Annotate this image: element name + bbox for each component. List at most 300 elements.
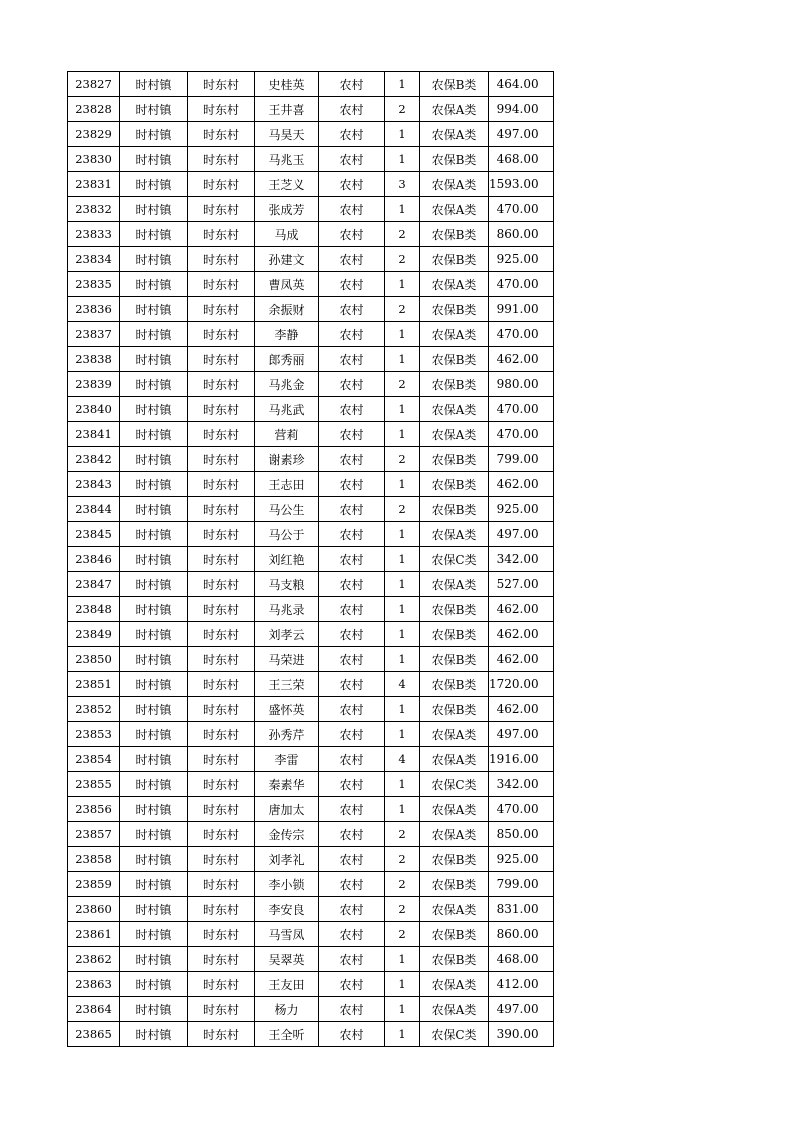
cell-category: 农保B类 [420,247,489,272]
cell-household-type: 农村 [319,422,385,447]
cell-category: 农保A类 [420,822,489,847]
table-row [68,147,554,172]
cell-township: 时村镇 [120,397,188,422]
cell-person-count: 2 [385,447,420,472]
cell-serial-number: 23841 [68,422,120,447]
table-row [68,822,554,847]
cell-serial-number: 23849 [68,622,120,647]
table-row [68,372,554,397]
cell-household-type: 农村 [319,72,385,97]
cell-amount: 497.00 [489,722,554,747]
cell-name: 秦素华 [255,772,319,797]
cell-amount: 462.00 [489,622,554,647]
cell-amount: 462.00 [489,472,554,497]
cell-amount: 470.00 [489,197,554,222]
cell-person-count: 1 [385,347,420,372]
cell-serial-number: 23832 [68,197,120,222]
cell-person-count: 1 [385,722,420,747]
cell-village: 时东村 [188,197,255,222]
cell-household-type: 农村 [319,622,385,647]
cell-name: 曹凤英 [255,272,319,297]
cell-name: 马兆录 [255,597,319,622]
cell-village: 时东村 [188,372,255,397]
table-row [68,697,554,722]
cell-amount: 994.00 [489,97,554,122]
cell-category: 农保B类 [420,872,489,897]
cell-category: 农保A类 [420,722,489,747]
cell-township: 时村镇 [120,147,188,172]
cell-township: 时村镇 [120,1022,188,1047]
cell-person-count: 1 [385,272,420,297]
cell-village: 时东村 [188,322,255,347]
cell-amount: 991.00 [489,297,554,322]
cell-village: 时东村 [188,222,255,247]
cell-person-count: 1 [385,322,420,347]
cell-person-count: 1 [385,1022,420,1047]
cell-township: 时村镇 [120,522,188,547]
cell-amount: 980.00 [489,372,554,397]
cell-township: 时村镇 [120,672,188,697]
cell-name: 马兆玉 [255,147,319,172]
cell-village: 时东村 [188,897,255,922]
cell-name: 刘孝礼 [255,847,319,872]
cell-household-type: 农村 [319,772,385,797]
cell-household-type: 农村 [319,347,385,372]
cell-person-count: 1 [385,647,420,672]
table-row [68,547,554,572]
cell-serial-number: 23853 [68,722,120,747]
cell-name: 马昊天 [255,122,319,147]
cell-household-type: 农村 [319,322,385,347]
cell-amount: 390.00 [489,1022,554,1047]
table-body [68,72,554,1047]
cell-amount: 925.00 [489,247,554,272]
cell-amount: 468.00 [489,947,554,972]
cell-category: 农保A类 [420,997,489,1022]
table-row [68,597,554,622]
cell-person-count: 2 [385,372,420,397]
cell-amount: 497.00 [489,522,554,547]
table-row [68,972,554,997]
cell-township: 时村镇 [120,572,188,597]
cell-village: 时东村 [188,597,255,622]
cell-village: 时东村 [188,397,255,422]
cell-township: 时村镇 [120,497,188,522]
cell-name: 杨力 [255,997,319,1022]
table-row [68,97,554,122]
cell-village: 时东村 [188,872,255,897]
cell-village: 时东村 [188,547,255,572]
table-row [68,722,554,747]
cell-serial-number: 23858 [68,847,120,872]
table-row [68,522,554,547]
cell-amount: 464.00 [489,72,554,97]
cell-person-count: 2 [385,497,420,522]
cell-amount: 462.00 [489,697,554,722]
table-row [68,322,554,347]
cell-person-count: 1 [385,522,420,547]
cell-serial-number: 23827 [68,72,120,97]
cell-township: 时村镇 [120,922,188,947]
cell-name: 李小锁 [255,872,319,897]
cell-person-count: 1 [385,147,420,172]
cell-category: 农保B类 [420,497,489,522]
cell-household-type: 农村 [319,447,385,472]
cell-person-count: 2 [385,822,420,847]
cell-person-count: 1 [385,197,420,222]
cell-township: 时村镇 [120,972,188,997]
cell-serial-number: 23836 [68,297,120,322]
cell-village: 时东村 [188,722,255,747]
cell-village: 时东村 [188,747,255,772]
cell-name: 马雪凤 [255,922,319,947]
cell-category: 农保C类 [420,1022,489,1047]
table-row [68,122,554,147]
cell-household-type: 农村 [319,972,385,997]
cell-amount: 462.00 [489,347,554,372]
cell-township: 时村镇 [120,697,188,722]
cell-household-type: 农村 [319,297,385,322]
cell-township: 时村镇 [120,747,188,772]
cell-amount: 925.00 [489,847,554,872]
cell-name: 吴翠英 [255,947,319,972]
cell-village: 时东村 [188,72,255,97]
cell-village: 时东村 [188,972,255,997]
cell-amount: 799.00 [489,447,554,472]
cell-category: 农保A类 [420,972,489,997]
cell-person-count: 2 [385,222,420,247]
cell-village: 时东村 [188,1022,255,1047]
cell-serial-number: 23851 [68,672,120,697]
cell-household-type: 农村 [319,747,385,772]
cell-category: 农保B类 [420,597,489,622]
cell-amount: 925.00 [489,497,554,522]
cell-name: 李雷 [255,747,319,772]
cell-amount: 470.00 [489,422,554,447]
cell-serial-number: 23830 [68,147,120,172]
cell-person-count: 1 [385,572,420,597]
cell-person-count: 1 [385,947,420,972]
cell-category: 农保A类 [420,97,489,122]
cell-category: 农保B类 [420,372,489,397]
cell-household-type: 农村 [319,922,385,947]
cell-serial-number: 23855 [68,772,120,797]
cell-household-type: 农村 [319,647,385,672]
cell-name: 张成芳 [255,197,319,222]
cell-name: 唐加太 [255,797,319,822]
cell-person-count: 2 [385,247,420,272]
table-row [68,272,554,297]
cell-household-type: 农村 [319,597,385,622]
table-row [68,647,554,672]
cell-name: 马成 [255,222,319,247]
cell-person-count: 1 [385,122,420,147]
cell-township: 时村镇 [120,172,188,197]
cell-amount: 462.00 [489,647,554,672]
cell-village: 时东村 [188,697,255,722]
cell-category: 农保C类 [420,547,489,572]
cell-serial-number: 23850 [68,647,120,672]
cell-name: 马兆金 [255,372,319,397]
cell-person-count: 1 [385,422,420,447]
cell-serial-number: 23838 [68,347,120,372]
cell-serial-number: 23860 [68,897,120,922]
table-row [68,422,554,447]
cell-village: 时东村 [188,422,255,447]
cell-category: 农保A类 [420,322,489,347]
table-row [68,197,554,222]
cell-serial-number: 23864 [68,997,120,1022]
table-row [68,1022,554,1047]
cell-person-count: 1 [385,972,420,997]
cell-serial-number: 23862 [68,947,120,972]
cell-township: 时村镇 [120,422,188,447]
cell-township: 时村镇 [120,322,188,347]
cell-serial-number: 23861 [68,922,120,947]
table-row [68,472,554,497]
cell-category: 农保A类 [420,172,489,197]
cell-serial-number: 23828 [68,97,120,122]
table-row [68,222,554,247]
cell-household-type: 农村 [319,522,385,547]
cell-village: 时东村 [188,822,255,847]
cell-name: 马公于 [255,522,319,547]
cell-township: 时村镇 [120,997,188,1022]
cell-amount: 468.00 [489,147,554,172]
table-row [68,747,554,772]
cell-serial-number: 23831 [68,172,120,197]
cell-category: 农保B类 [420,672,489,697]
cell-amount: 1593.00 [489,172,554,197]
cell-township: 时村镇 [120,347,188,372]
cell-name: 李安良 [255,897,319,922]
cell-category: 农保B类 [420,447,489,472]
cell-name: 刘孝云 [255,622,319,647]
cell-serial-number: 23837 [68,322,120,347]
cell-household-type: 农村 [319,497,385,522]
cell-serial-number: 23834 [68,247,120,272]
cell-person-count: 2 [385,97,420,122]
cell-name: 刘红艳 [255,547,319,572]
cell-serial-number: 23843 [68,472,120,497]
cell-household-type: 农村 [319,872,385,897]
cell-category: 农保A类 [420,197,489,222]
cell-township: 时村镇 [120,272,188,297]
cell-serial-number: 23854 [68,747,120,772]
cell-village: 时东村 [188,772,255,797]
cell-amount: 1720.00 [489,672,554,697]
cell-category: 农保C类 [420,772,489,797]
table-row [68,847,554,872]
cell-name: 余振财 [255,297,319,322]
cell-village: 时东村 [188,622,255,647]
cell-township: 时村镇 [120,222,188,247]
cell-name: 王芝义 [255,172,319,197]
cell-category: 农保B类 [420,222,489,247]
cell-village: 时东村 [188,172,255,197]
cell-name: 营莉 [255,422,319,447]
cell-person-count: 4 [385,672,420,697]
cell-person-count: 1 [385,547,420,572]
table-row [68,497,554,522]
cell-category: 农保B类 [420,697,489,722]
cell-township: 时村镇 [120,247,188,272]
cell-category: 农保A类 [420,797,489,822]
cell-township: 时村镇 [120,897,188,922]
cell-person-count: 2 [385,297,420,322]
cell-amount: 850.00 [489,822,554,847]
cell-category: 农保B类 [420,847,489,872]
cell-household-type: 农村 [319,722,385,747]
cell-village: 时东村 [188,347,255,372]
cell-name: 金传宗 [255,822,319,847]
cell-household-type: 农村 [319,147,385,172]
cell-name: 史桂英 [255,72,319,97]
cell-name: 马荣进 [255,647,319,672]
cell-village: 时东村 [188,522,255,547]
cell-name: 马支粮 [255,572,319,597]
table-row [68,997,554,1022]
cell-amount: 462.00 [489,597,554,622]
cell-household-type: 农村 [319,397,385,422]
cell-amount: 412.00 [489,972,554,997]
cell-township: 时村镇 [120,772,188,797]
cell-category: 农保A类 [420,397,489,422]
cell-serial-number: 23859 [68,872,120,897]
cell-village: 时东村 [188,122,255,147]
cell-township: 时村镇 [120,797,188,822]
cell-village: 时东村 [188,997,255,1022]
cell-name: 马兆武 [255,397,319,422]
cell-name: 王友田 [255,972,319,997]
cell-village: 时东村 [188,472,255,497]
cell-township: 时村镇 [120,447,188,472]
cell-household-type: 农村 [319,222,385,247]
cell-serial-number: 23829 [68,122,120,147]
cell-household-type: 农村 [319,997,385,1022]
cell-person-count: 1 [385,397,420,422]
cell-serial-number: 23835 [68,272,120,297]
cell-village: 时东村 [188,922,255,947]
cell-person-count: 1 [385,797,420,822]
cell-township: 时村镇 [120,622,188,647]
cell-category: 农保A类 [420,522,489,547]
cell-name: 郎秀丽 [255,347,319,372]
cell-category: 农保A类 [420,272,489,297]
cell-village: 时东村 [188,572,255,597]
cell-serial-number: 23852 [68,697,120,722]
cell-name: 孙建文 [255,247,319,272]
table-row [68,772,554,797]
cell-household-type: 农村 [319,672,385,697]
cell-township: 时村镇 [120,547,188,572]
cell-amount: 497.00 [489,997,554,1022]
cell-name: 王井喜 [255,97,319,122]
cell-amount: 799.00 [489,872,554,897]
cell-township: 时村镇 [120,372,188,397]
cell-village: 时东村 [188,447,255,472]
cell-serial-number: 23844 [68,497,120,522]
cell-household-type: 农村 [319,822,385,847]
cell-person-count: 1 [385,772,420,797]
cell-name: 王志田 [255,472,319,497]
cell-person-count: 1 [385,72,420,97]
cell-serial-number: 23863 [68,972,120,997]
cell-village: 时东村 [188,297,255,322]
cell-person-count: 2 [385,897,420,922]
beneficiary-table [67,71,554,1047]
cell-household-type: 农村 [319,372,385,397]
cell-household-type: 农村 [319,247,385,272]
cell-name: 盛怀英 [255,697,319,722]
cell-name: 李静 [255,322,319,347]
cell-person-count: 4 [385,747,420,772]
cell-amount: 470.00 [489,272,554,297]
cell-household-type: 农村 [319,572,385,597]
cell-person-count: 1 [385,622,420,647]
cell-household-type: 农村 [319,947,385,972]
cell-category: 农保B类 [420,347,489,372]
cell-township: 时村镇 [120,947,188,972]
cell-household-type: 农村 [319,172,385,197]
cell-name: 马公生 [255,497,319,522]
cell-person-count: 2 [385,872,420,897]
table-row [68,347,554,372]
cell-serial-number: 23847 [68,572,120,597]
cell-person-count: 1 [385,997,420,1022]
cell-household-type: 农村 [319,797,385,822]
cell-village: 时东村 [188,947,255,972]
cell-township: 时村镇 [120,872,188,897]
cell-category: 农保B类 [420,147,489,172]
cell-name: 孙秀芹 [255,722,319,747]
cell-township: 时村镇 [120,72,188,97]
table-row [68,247,554,272]
cell-serial-number: 23857 [68,822,120,847]
table-row [68,72,554,97]
cell-category: 农保B类 [420,72,489,97]
cell-village: 时东村 [188,847,255,872]
cell-amount: 831.00 [489,897,554,922]
table-row [68,872,554,897]
table-row [68,172,554,197]
cell-serial-number: 23839 [68,372,120,397]
cell-name: 谢素珍 [255,447,319,472]
cell-township: 时村镇 [120,847,188,872]
cell-village: 时东村 [188,147,255,172]
cell-name: 王三荣 [255,672,319,697]
table-row [68,447,554,472]
cell-household-type: 农村 [319,547,385,572]
table-row [68,922,554,947]
cell-village: 时东村 [188,247,255,272]
cell-household-type: 农村 [319,197,385,222]
cell-amount: 1916.00 [489,747,554,772]
cell-household-type: 农村 [319,472,385,497]
cell-category: 农保B类 [420,922,489,947]
cell-category: 农保A类 [420,572,489,597]
cell-person-count: 1 [385,472,420,497]
cell-category: 农保B类 [420,472,489,497]
cell-village: 时东村 [188,672,255,697]
cell-person-count: 3 [385,172,420,197]
cell-township: 时村镇 [120,472,188,497]
cell-household-type: 农村 [319,697,385,722]
cell-household-type: 农村 [319,847,385,872]
table-row [68,947,554,972]
table-row [68,572,554,597]
cell-category: 农保B类 [420,297,489,322]
